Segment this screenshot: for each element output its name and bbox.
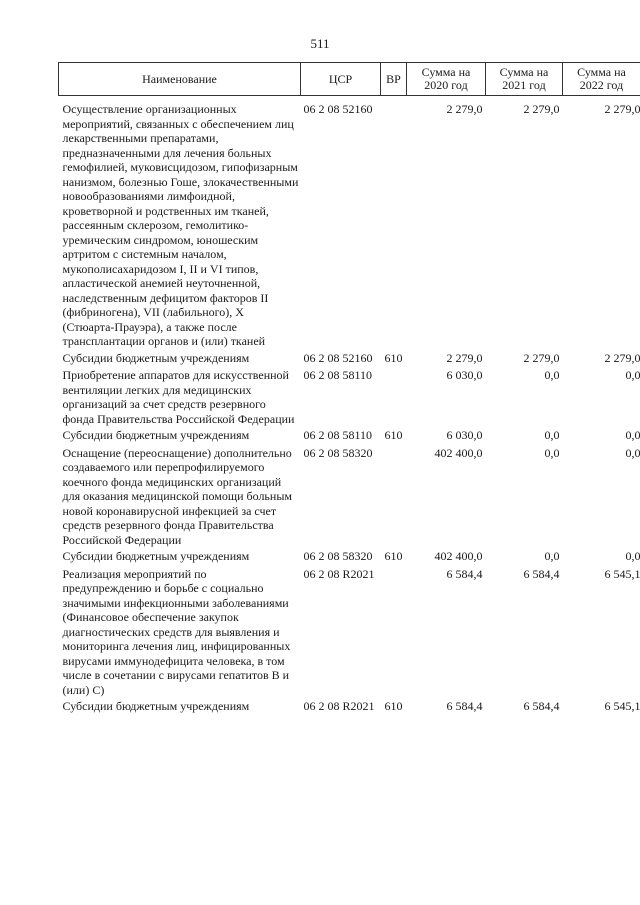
row-sum-2022: 0,0 (625, 368, 640, 382)
row-csr: 06 2 08 58110 (303, 368, 373, 382)
table-row (59, 350, 640, 367)
row-vr (381, 565, 407, 699)
row-sum-2020: 6 584,4 (446, 699, 483, 713)
row-sum-2020: 2 279,0 (446, 102, 483, 116)
row-sum-2022: 2 279,0 (604, 350, 640, 365)
row-vr (381, 444, 407, 549)
header-csr: ЦСР (301, 63, 381, 96)
row-csr: 06 2 08 58110 (303, 428, 373, 442)
row-sum-2020: 402 400,0 (434, 549, 483, 563)
row-name: Реализация мероприятий по предупреждению и борьбе с социально значимыми инфекционными заболеваниями (Финансовое обеспечение закупок диагностических средств для выявления и мониторинга лечения лиц, инфицированных вирусами иммунодефицита человека, в том числе в сочетании с вирусами гепатитов B и (или) C) (62, 566, 291, 697)
row-name: Субсидии бюджетным учреждениям (62, 350, 250, 365)
row-name: Оснащение (переоснащение) дополнительно создаваемого или перепрофилируемого коечного фонда медицинских организаций для оказания медицинской помощи больным новой коронавирусной инфекцией за счет средств резервного фонда Правительства Российской Федерации (62, 445, 292, 547)
row-csr: 06 2 08 R2021 (303, 699, 375, 713)
header-vr: ВР (381, 63, 407, 96)
row-sum-2022: 2 279,0 (604, 102, 640, 116)
row-sum-2021: 6 584,4 (523, 566, 560, 581)
row-sum-2022: 6 545,1 (604, 566, 640, 581)
row-sum-2022: 6 545,1 (604, 699, 640, 713)
row-sum-2021: 0,0 (544, 445, 560, 460)
row-sum-2021: 6 584,4 (523, 699, 560, 713)
row-sum-2021: 0,0 (544, 549, 560, 563)
row-csr: 06 2 08 52160 (303, 102, 373, 116)
row-vr: 610 (384, 350, 403, 365)
row-csr: 06 2 08 R2021 (303, 566, 375, 581)
row-sum-2020: 402 400,0 (434, 445, 483, 460)
row-name: Осуществление организационных мероприятий, связанных с обеспечением лиц лекарственными препаратами, предназначенными для лечения больных гемофилией, муковисцидозом, гипофизарным нанизмом, болезнью Гоше, злокачественными новообразованиями лимфоидной, кроветворной и родственных им тканей, рассеянным склерозом, гемолитико-уремическим синдромом, юношеским артритом с системным началом, мукополисахаридозом I, II и VI типов, апластической анемией неуточненной, наследственным дефицитом факторов II (фибриногена), VII (лабильного), X (Стюарта-Прауэра), а также после трансплантации органов и (или) тканей (62, 102, 299, 348)
row-csr: 06 2 08 58320 (303, 445, 373, 460)
row-name: Субсидии бюджетным учреждениям (62, 428, 250, 442)
header-sum-2022: Сумма на 2022 год (563, 63, 640, 96)
row-sum-2020: 6 030,0 (446, 368, 483, 382)
header-name: Наименование (59, 63, 301, 96)
row-vr: 610 (384, 699, 403, 713)
table-row (59, 444, 640, 549)
table-row (59, 698, 640, 715)
row-name: Субсидии бюджетным учреждениям (62, 549, 250, 563)
table-row (59, 548, 640, 565)
row-csr: 06 2 08 58320 (303, 549, 373, 563)
table-row (59, 100, 640, 350)
table-header (59, 63, 640, 96)
page-number: 511 (310, 36, 330, 51)
header-sum-2020: Сумма на 2020 год (407, 63, 486, 96)
row-name: Приобретение аппаратов для искусственной вентиляции легких для медицинских организаций за счет средств резервного фонда Правительства Российской Федерации (62, 368, 295, 426)
row-sum-2022: 0,0 (625, 549, 640, 563)
row-sum-2021: 2 279,0 (523, 350, 560, 365)
row-name: Субсидии бюджетным учреждениям (62, 699, 250, 713)
row-sum-2021: 0,0 (544, 428, 560, 442)
row-vr: 610 (384, 549, 403, 563)
header-sum-2021: Сумма на 2021 год (486, 63, 563, 96)
row-sum-2020: 2 279,0 (446, 350, 483, 365)
row-sum-2022: 0,0 (625, 428, 640, 442)
table-row (59, 565, 640, 699)
row-vr (381, 366, 407, 427)
row-vr: 610 (384, 428, 403, 442)
row-sum-2021: 2 279,0 (523, 102, 560, 116)
row-sum-2020: 6 030,0 (446, 428, 483, 442)
row-vr (381, 100, 407, 350)
row-sum-2021: 0,0 (544, 368, 560, 382)
row-csr: 06 2 08 52160 (303, 350, 373, 365)
table-row (59, 427, 640, 444)
row-sum-2020: 6 584,4 (446, 566, 483, 581)
budget-table (58, 62, 640, 715)
table-row (59, 366, 640, 427)
row-sum-2022: 0,0 (625, 445, 640, 460)
